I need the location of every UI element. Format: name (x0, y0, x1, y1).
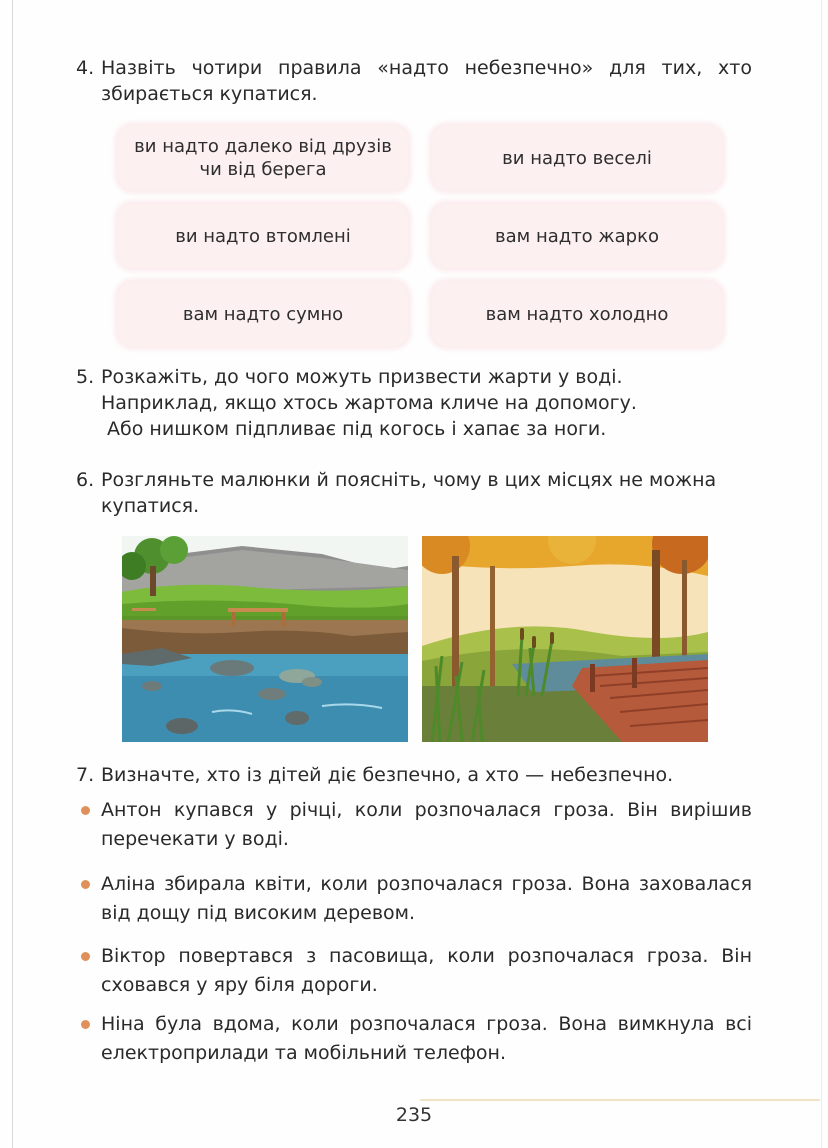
question-7-number: 7. (76, 764, 95, 786)
question-4-text-line-2: збирається купатися. (101, 83, 318, 105)
question-4 (76, 55, 752, 107)
question-5-text-line-3: Або нишком підпливає під когось і хапає за ноги. (101, 418, 607, 440)
footer-divider (420, 1099, 820, 1101)
option-label: вам надто жарко (495, 225, 659, 247)
question-4-text-line-1: Назвіть чотири правила «надто небезпечно» для тих, хто (101, 57, 752, 79)
list-item (76, 796, 752, 854)
option-label: вам надто сумно (182, 303, 344, 325)
question-5-number: 5. (76, 366, 95, 388)
option-label: ви надто далеко від друзів чи від берега (134, 136, 392, 180)
option-label: ви надто втомлені (175, 225, 351, 247)
list-item-text: Віктор повертався з пасовища, коли розпочалася гроза. Він сховався у яру біля дороги. (101, 945, 752, 996)
bullet-dot-icon (81, 880, 90, 889)
list-item-text: Аліна збирала квіти, коли розпочалася гроза. Вона заховалася від дощу під високим деревом. (101, 873, 752, 924)
illustration-cliff-river (122, 536, 408, 742)
question-4-number: 4. (76, 57, 95, 79)
question-5-text-line-1: Розкажіть, до чого можуть призвести жарти у воді. (101, 366, 623, 388)
option-tile-too-cold[interactable] (432, 282, 722, 346)
option-tile-too-sad[interactable] (118, 282, 408, 346)
question-6 (76, 467, 752, 519)
question-6-number: 6. (76, 469, 95, 491)
question-6-text-line-2: купатися. (101, 495, 200, 517)
illustration-swamp-pier (422, 536, 708, 742)
question-7 (76, 762, 752, 788)
option-tile-too-cheerful[interactable] (432, 126, 722, 190)
list-item-text: Ніна була вдома, коли розпочалася гроза. Вона вимкнула всі електроприлади та мобільний телефон. (101, 1013, 752, 1064)
option-label: вам надто холодно (485, 303, 669, 325)
question-6-text-line-1: Розгляньте малюнки й поясніть, чому в цих місцях не можна (101, 469, 717, 491)
question-7-title: Визначте, хто із дітей діє безпечно, а хто — небезпечно. (101, 764, 674, 786)
bullet-dot-icon (81, 806, 90, 815)
list-item (76, 870, 752, 928)
list-item (76, 942, 752, 1000)
option-tile-too-tired[interactable] (118, 204, 408, 268)
page-number: 235 (395, 1104, 433, 1126)
list-item-text: Антон купався у річці, коли розпочалася гроза. Він вирішив перечекати у воді. (101, 799, 752, 850)
option-tile-too-hot[interactable] (432, 204, 722, 268)
question-5-text-line-2: Наприклад, якщо хтось жартома кличе на допомогу. (101, 392, 637, 414)
question-5 (76, 364, 752, 442)
list-item (76, 1010, 752, 1068)
bullet-dot-icon (81, 952, 90, 961)
option-label: ви надто веселі (502, 147, 652, 169)
bullet-dot-icon (81, 1020, 90, 1029)
option-tile-far-from-friends[interactable] (118, 126, 408, 190)
